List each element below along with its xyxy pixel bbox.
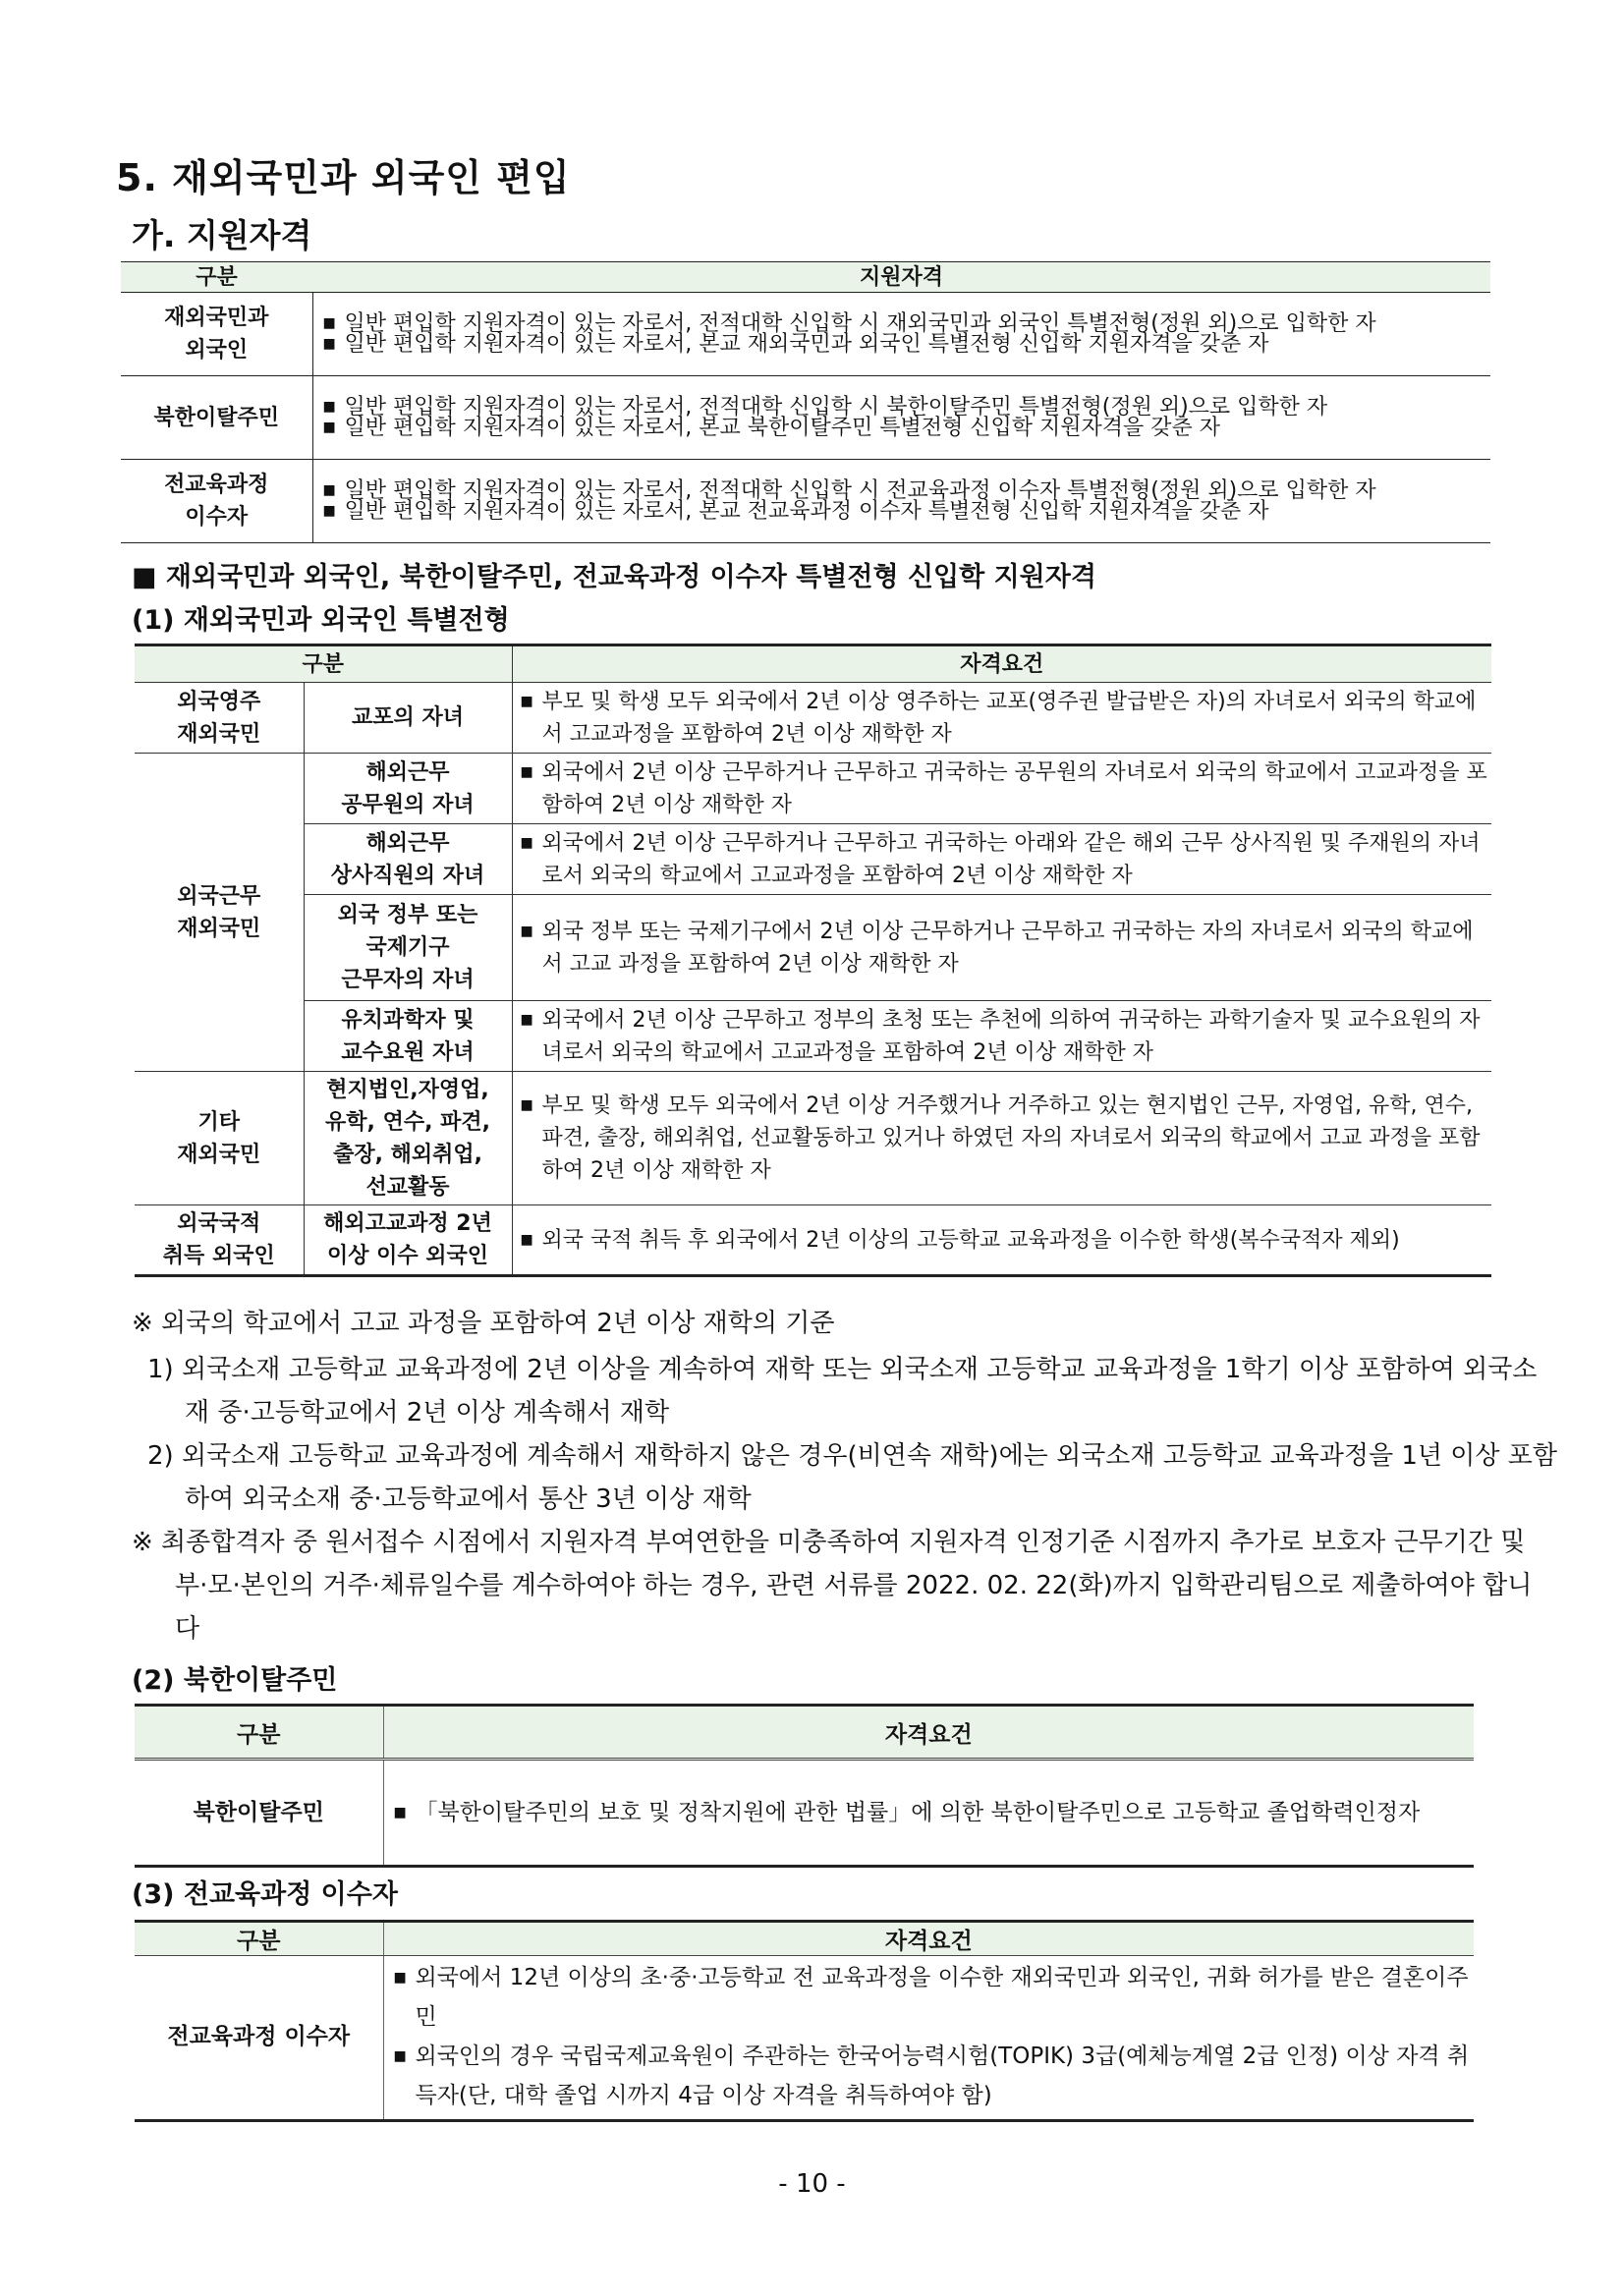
bullet-icon: ■ [520, 693, 533, 709]
bullet-icon: ■ [322, 482, 336, 498]
list-item: ■ 일반 편입학 지원자격이 있는 자로서, 전적대학 신입학 시 재외국민과 외국인 특별전형(정원 외)으로 입학한 자 [322, 311, 1376, 336]
bullet-icon: ■ [393, 1805, 407, 1820]
table-row [135, 754, 1491, 824]
north-korean-table [135, 1704, 1474, 1868]
bullet-icon: ■ [520, 923, 533, 939]
row-group: 외국국적 취득 외국인 [135, 1205, 304, 1276]
row-content [312, 293, 1490, 376]
row-group: 북한이탈주민 [135, 1760, 383, 1867]
table-row [121, 293, 1490, 376]
row-content [312, 460, 1490, 543]
row-content: ■ 외국 국적 취득 후 외국에서 2년 이상의 고등학교 교육과정을 이수한 학생(복수국적자 제외) [512, 1205, 1491, 1276]
row-group: 전교육과정 이수자 [135, 1956, 383, 2121]
row-content [312, 376, 1490, 460]
header-category: 구분 [135, 1922, 383, 1956]
page-number: - 10 - [778, 2169, 846, 2199]
list-item: ■ 일반 편입학 지원자격이 있는 자로서, 본교 전교육과정 이수자 특별전형 신입학 지원자격을 갖춘 자 [322, 499, 1269, 524]
full-curriculum-table [135, 1920, 1474, 2122]
page-title: 5. 재외국민과 외국인 편입 [116, 156, 571, 199]
header-category: 구분 [135, 645, 512, 683]
row-subgroup: 해외고교과정 2년 이상 이수 외국인 [304, 1205, 512, 1276]
row-group: 기타 재외국민 [135, 1072, 304, 1205]
bullet-icon: ■ [322, 420, 336, 435]
row-category: 전교육과정 이수자 [121, 460, 312, 543]
header-requirements: 자격요건 [383, 1922, 1474, 1956]
table-row [135, 895, 1491, 1001]
note: 1) 외국소재 고등학교 교육과정에 2년 이상을 계속하여 재학 또는 외국소재 고등학교 교육과정을 1학기 이상 포함하여 외국소재 중·고등학교에서 2년 이상 계속해서 재학 [147, 1355, 1538, 1428]
bullet-icon: ■ [520, 1097, 533, 1113]
bullet-icon: ■ [322, 399, 336, 415]
bullet-icon: ■ [322, 336, 336, 352]
table-row [135, 1205, 1491, 1276]
row-subgroup: 해외근무 상사직원의 자녀 [304, 824, 512, 895]
bullet-icon: ■ [393, 1970, 407, 1986]
note: ※ 최종합격자 중 원서접수 시점에서 지원자격 부여연한을 미충족하여 지원자격 인정기준 시점까지 추가로 보호자 근무기간 및 부·모·본인의 거주·체류일수를 계수하여야 하는 경우, 관련 서류를 2022. 02. 22(화)까지 입학관리팀으로 제출하여야 합니다 [132, 1528, 1533, 1644]
bullet-icon: ■ [393, 2048, 407, 2064]
row-group: 외국근무 재외국민 [135, 754, 304, 1072]
list-item: ■ 일반 편입학 지원자격이 있는 자로서, 본교 북한이탈주민 특별전형 신입학 지원자격을 갖춘 자 [322, 416, 1220, 440]
row-content: ■ 「북한이탈주민의 보호 및 정착지원에 관한 법률」에 의한 북한이탈주민으로 고등학교 졸업학력인정자 [383, 1760, 1474, 1867]
note: ※ 외국의 학교에서 고교 과정을 포함하여 2년 이상 재학의 기준 [132, 1309, 835, 1338]
row-content: ■ 외국에서 2년 이상 근무하고 정부의 초청 또는 추천에 의하여 귀국하는 과학기술자 및 교수요원의 자녀로서 외국의 학교에서 고교과정을 포함하여 2년 이상 재학한 자 [512, 1001, 1491, 1072]
row-content: ■ 외국에서 2년 이상 근무하거나 근무하고 귀국하는 공무원의 자녀로서 외국의 학교에서 고교과정을 포함하여 2년 이상 재학한 자 [512, 754, 1491, 824]
section-subtitle: 가. 지원자격 [132, 216, 312, 254]
row-subgroup: 유치과학자 및 교수요원 자녀 [304, 1001, 512, 1072]
bullet-icon: ■ [322, 503, 336, 519]
eligibility-table [121, 261, 1490, 543]
row-subgroup: 해외근무 공무원의 자녀 [304, 754, 512, 824]
table-row [121, 376, 1490, 460]
table-header-row [135, 1922, 1474, 1956]
list-item: ■ 외국에서 12년 이상의 초·중·고등학교 전 교육과정을 이수한 재외국민과 외국인, 귀화 허가를 받은 결혼이주민 [394, 1958, 1475, 2037]
bullet-icon: ■ [520, 1231, 533, 1248]
row-category: 재외국민과 외국인 [121, 293, 312, 376]
table-header-row [135, 645, 1491, 683]
row-subgroup: 외국 정부 또는 국제기구 근무자의 자녀 [304, 895, 512, 1001]
sec3-heading: (3) 전교육과정 이수자 [132, 1879, 398, 1910]
table-row [121, 460, 1490, 543]
list-item: ■ 외국인의 경우 국립국제교육원이 주관하는 한국어능력시험(TOPIK) 3급(예체능계열 2급 인정) 이상 자격 취득자(단, 대학 졸업 시까지 4급 이상 자격을 취득하여야 함) [394, 2037, 1475, 2115]
row-content: ■ 외국 정부 또는 국제기구에서 2년 이상 근무하거나 근무하고 귀국하는 자의 자녀로서 외국의 학교에서 고교 과정을 포함하여 2년 이상 재학한 자 [512, 895, 1491, 1001]
row-content: ■ 부모 및 학생 모두 외국에서 2년 이상 영주하는 교포(영주권 발급받은 자)의 자녀로서 외국의 학교에서 고교과정을 포함하여 2년 이상 재학한 자 [512, 683, 1491, 754]
overseas-table [135, 644, 1491, 1277]
table-row [135, 1072, 1491, 1205]
header-eligibility: 지원자격 [312, 262, 1490, 293]
row-category: 북한이탈주민 [121, 376, 312, 460]
list-item: ■ 일반 편입학 지원자격이 있는 자로서, 전적대학 신입학 시 북한이탈주민 특별전형(정원 외)으로 입학한 자 [322, 395, 1328, 420]
header-requirements: 자격요건 [383, 1706, 1474, 1760]
list-item: ■ 일반 편입학 지원자격이 있는 자로서, 본교 재외국민과 외국인 특별전형 신입학 지원자격을 갖춘 자 [322, 332, 1269, 357]
row-content: ■ 부모 및 학생 모두 외국에서 2년 이상 거주했거나 거주하고 있는 현지법인 근무, 자영업, 유학, 연수, 파견, 출장, 해외취업, 선교활동하고 있거나 하였던 자의 자녀로서 외국의 학교에서 고교 과정을 포함하여 2년 이상 재학한 자 [512, 1072, 1491, 1205]
table-header-row [121, 262, 1490, 293]
bullet-icon: ■ [520, 834, 533, 851]
bullet-icon: ■ [322, 315, 336, 331]
section-heading: ■ 재외국민과 외국인, 북한이탈주민, 전교육과정 이수자 특별전형 신입학 지원자격 [132, 562, 1096, 592]
row-group: 외국영주 재외국민 [135, 683, 304, 754]
table-row [135, 824, 1491, 895]
bullet-icon: ■ [520, 1011, 533, 1028]
table-row [135, 1760, 1474, 1867]
header-requirements: 자격요건 [512, 645, 1491, 683]
row-subgroup: 교포의 자녀 [304, 683, 512, 754]
sec2-heading: (2) 북한이탈주민 [132, 1665, 338, 1696]
row-subgroup: 현지법인,자영업, 유학, 연수, 파견, 출장, 해외취업, 선교활동 [304, 1072, 512, 1205]
note: 2) 외국소재 고등학교 교육과정에 계속해서 재학하지 않은 경우(비연속 재학)에는 외국소재 고등학교 교육과정을 1년 이상 포함하여 외국소재 중·고등학교에서 통산 3년 이상 재학 [147, 1441, 1558, 1514]
table-header-row [135, 1706, 1474, 1760]
table-row [135, 1956, 1474, 2121]
header-category: 구분 [121, 262, 312, 293]
sec1-heading: (1) 재외국민과 외국인 특별전형 [132, 605, 510, 636]
row-content: ■ 외국에서 2년 이상 근무하거나 근무하고 귀국하는 아래와 같은 해외 근무 상사직원 및 주재원의 자녀로서 외국의 학교에서 고교과정을 포함하여 2년 이상 재학한 자 [512, 824, 1491, 895]
table-row [135, 1001, 1491, 1072]
bullet-icon: ■ [520, 763, 533, 780]
list-item: ■ 일반 편입학 지원자격이 있는 자로서, 전적대학 신입학 시 전교육과정 이수자 특별전형(정원 외)으로 입학한 자 [322, 478, 1376, 503]
table-row [135, 683, 1491, 754]
header-category: 구분 [135, 1706, 383, 1760]
row-content [383, 1956, 1474, 2121]
